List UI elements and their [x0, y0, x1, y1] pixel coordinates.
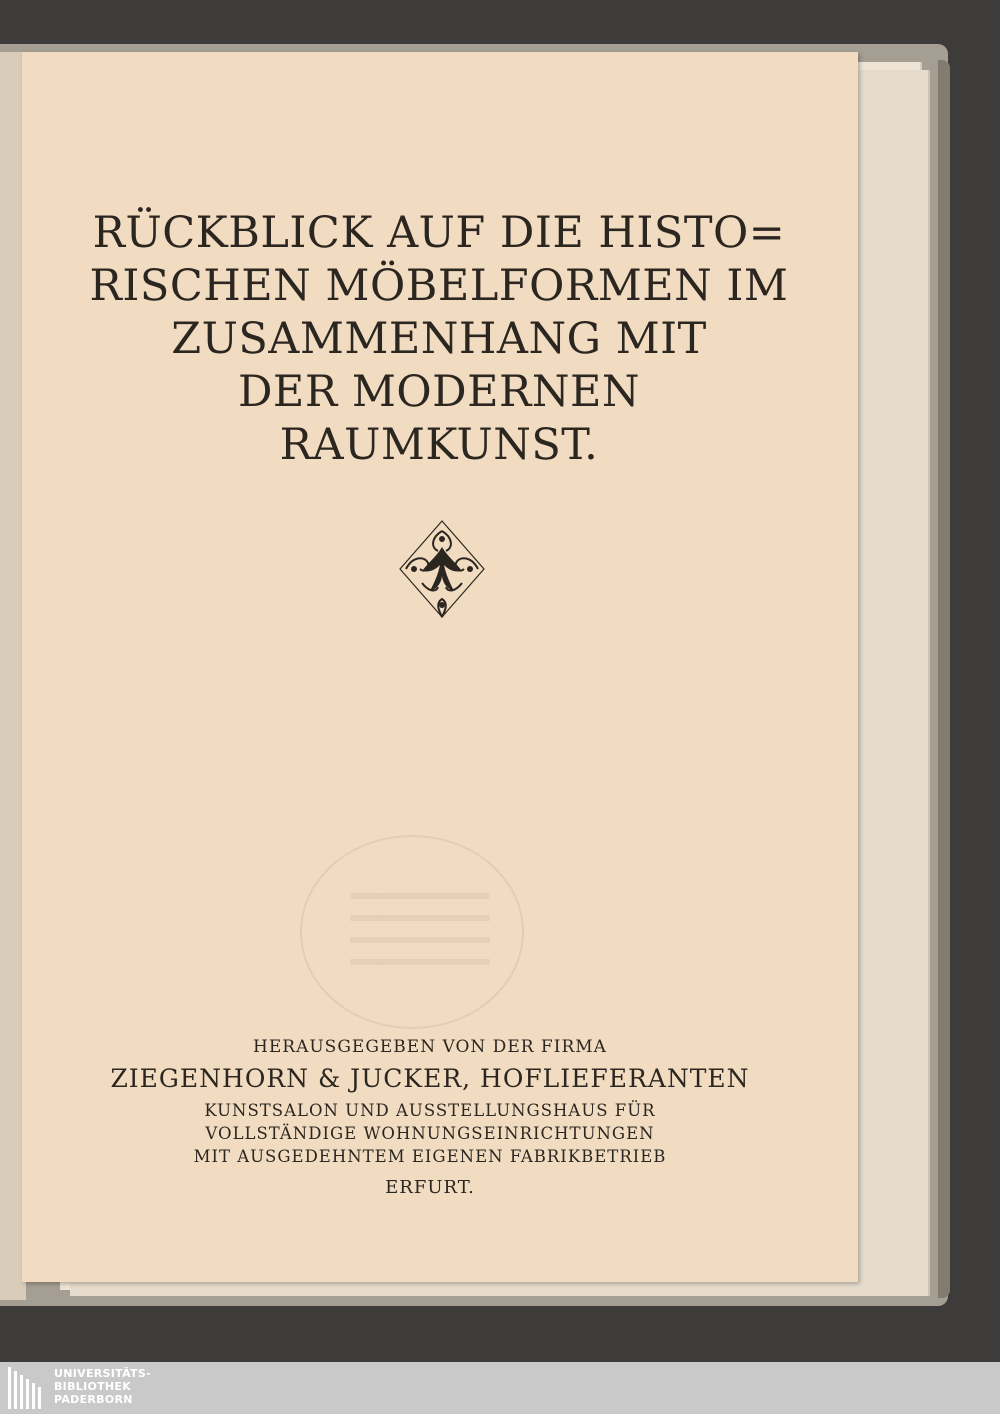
page-title: [44, 207, 834, 472]
imprint-description: MIT AUSGEDEHNTEM EIGENEN FABRIKBETRIEB: [193, 1147, 667, 1166]
imprint-publisher-intro: HERAUSGEGEBEN VON DER FIRMA: [253, 1037, 607, 1057]
imprint-publisher-name: ZIEGENHORN & JUCKER, HOFLIEFERANTEN: [110, 1064, 750, 1093]
library-stamp-text: [350, 885, 490, 965]
binding-edge: [938, 60, 950, 1298]
footer-bar: [0, 1362, 1000, 1414]
library-logo-bars-icon: [8, 1367, 48, 1409]
title-line: RAUMKUNST.: [279, 420, 599, 470]
logo-line: PADERBORN: [54, 1393, 133, 1406]
logo-line: UNIVERSITÄTS-: [54, 1367, 151, 1380]
logo-line: BIBLIOTHEK: [54, 1380, 132, 1393]
title-line: RÜCKBLICK AUF DIE HISTO=: [92, 208, 786, 258]
fleuron-ornament-icon: [392, 517, 492, 627]
imprint-place: ERFURT.: [385, 1177, 475, 1198]
imprint-description: VOLLSTÄNDIGE WOHNUNGSEINRICHTUNGEN: [205, 1124, 655, 1143]
title-line: ZUSAMMENHANG MIT: [171, 314, 707, 364]
title-line: DER MODERNEN: [237, 367, 641, 417]
library-logo-text: [54, 1367, 151, 1406]
imprint-description: KUNSTSALON UND AUSSTELLUNGSHAUS FÜR: [204, 1101, 656, 1120]
imprint: [90, 1035, 770, 1208]
title-line: RISCHEN MÖBELFORMEN IM: [89, 261, 789, 311]
